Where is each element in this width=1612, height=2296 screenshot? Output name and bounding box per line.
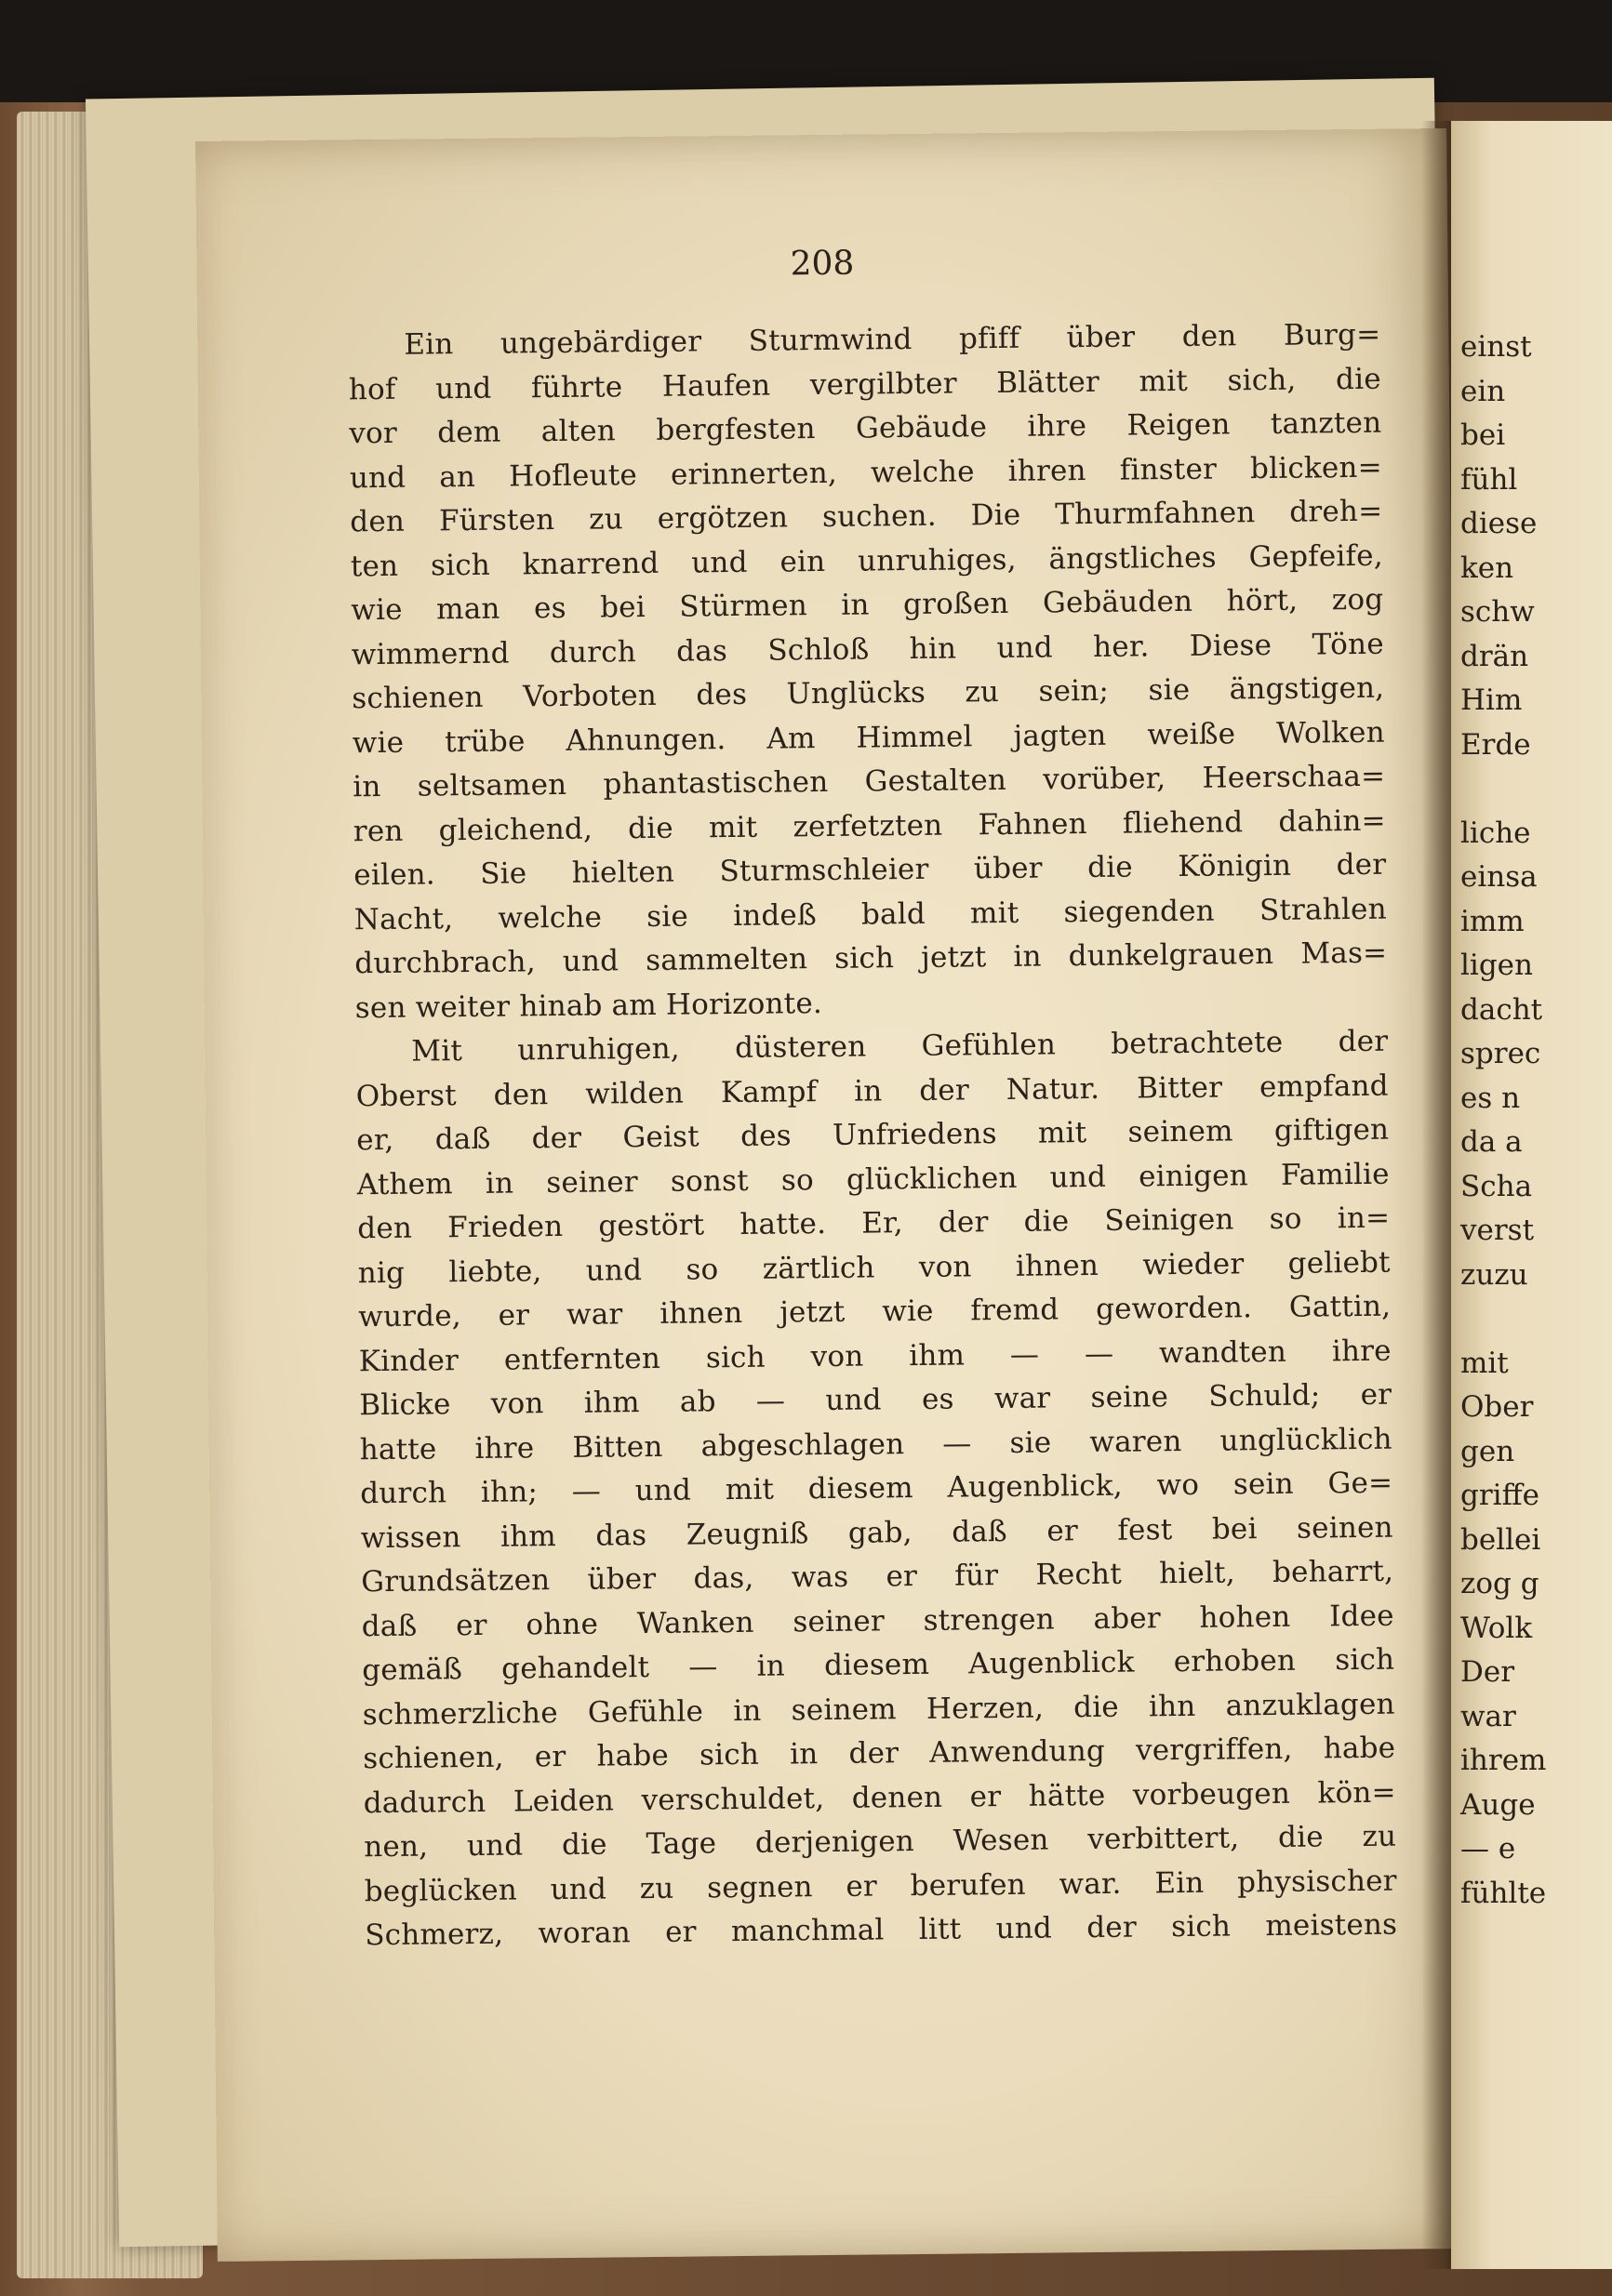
right-page-line: ligen — [1460, 949, 1533, 982]
right-page-line: ein — [1460, 374, 1506, 408]
right-page-line: Him — [1460, 683, 1523, 717]
right-page-line: drän — [1460, 639, 1529, 673]
right-page-line: liche — [1460, 816, 1531, 850]
right-page-line: dacht — [1460, 992, 1543, 1027]
right-page-text — [1460, 325, 1572, 1916]
text-line: ten sich knarrend und ein unruhiges, ängstliches Gepfeife, — [350, 538, 1383, 583]
right-page-line: da a — [1460, 1125, 1523, 1159]
text-line: schienen Vorboten des Unglücks zu sein; sie ängstigen, — [352, 670, 1385, 716]
text-line: wie man es bei Stürmen in großen Gebäuden hört, zog — [351, 582, 1384, 628]
right-page-line: griffe — [1460, 1479, 1539, 1512]
text-line: Kinder entfernten sich von ihm — — wandten ihre — [358, 1334, 1392, 1378]
text-line: wurde, er war ihnen jetzt wie fremd geworden. Gattin, — [358, 1289, 1392, 1334]
right-page-line: Auge — [1460, 1787, 1536, 1822]
right-page-line: ken — [1460, 551, 1514, 585]
right-page-line: Der — [1460, 1655, 1515, 1689]
right-page-line: Wolk — [1460, 1611, 1533, 1645]
right-page-line: ihrem — [1460, 1744, 1547, 1777]
right-page-line: Scha — [1460, 1169, 1533, 1203]
text-line: wimmernd durch das Schloß hin und her. Diese Töne — [351, 627, 1384, 671]
text-line: sen weiter hinab am Horizonte. — [354, 986, 823, 1025]
text-line: hatte ihre Bitten abgeschlagen — sie waren unglücklich — [359, 1422, 1392, 1467]
right-page-line: bellei — [1460, 1522, 1541, 1557]
text-line: durchbrach, und sammelten sich jetzt in dunkelgrauen Mas= — [354, 936, 1388, 981]
right-page-line: es n — [1460, 1081, 1521, 1115]
text-line: Blicke von ihm ab — und es war seine Schuld; er — [359, 1377, 1392, 1423]
body-text — [348, 313, 1397, 1958]
text-line: ren gleichend, die mit zerfetzten Fahnen fliehend dahin= — [353, 803, 1386, 848]
text-line: Mit unruhigen, düsteren Gefühlen betrachtete der — [411, 1024, 1389, 1068]
right-page-line: zuzu — [1460, 1257, 1528, 1292]
page-number: 208 — [790, 244, 855, 284]
right-page-line: schw — [1460, 595, 1535, 629]
text-line: nen, und die Tage derjenigen Wesen verbittert, die zu — [364, 1819, 1397, 1865]
right-page-line: Ober — [1460, 1390, 1534, 1424]
text-line: Ein ungebärdiger Sturmwind pfiff über den Burg= — [404, 317, 1381, 362]
text-line: gemäß gehandelt — in diesem Augenblick erhoben sich — [362, 1642, 1395, 1688]
right-page-line: — e — [1460, 1832, 1516, 1865]
left-page — [195, 128, 1469, 2262]
text-line: nig liebte, und so zärtlich von ihnen wieder geliebt — [357, 1245, 1391, 1290]
right-page-line: diese — [1460, 507, 1538, 540]
text-line: hof und führte Haufen vergilbter Blätter mit sich, die — [348, 362, 1381, 406]
text-line: Oberst den wilden Kampf in der Natur. Bitter empfand — [355, 1068, 1389, 1113]
text-line: Schmerz, woran er manchmal litt und der sich meistens — [365, 1907, 1398, 1953]
right-page-line: bei — [1460, 418, 1506, 452]
right-page-line: verst — [1460, 1214, 1535, 1247]
text-line: durch ihn; — und mit diesem Augenblick, wo sein Ge= — [360, 1466, 1393, 1511]
text-line: Nacht, welche sie indeß bald mit siegenden Strahlen — [353, 892, 1387, 936]
text-line: schienen, er habe sich in der Anwendung vergriffen, habe — [363, 1731, 1396, 1776]
text-line: vor dem alten bergfesten Gebäude ihre Reigen tanzten — [349, 405, 1382, 451]
right-page-line: Erde — [1460, 727, 1531, 762]
text-line: in seltsamen phantastischen Gestalten vorüber, Heerschaa= — [353, 759, 1386, 804]
right-page-line — [1460, 1297, 1572, 1342]
text-line: er, daß der Geist des Unfriedens mit seinem giftigen — [356, 1112, 1390, 1158]
right-page-line: gen — [1460, 1434, 1515, 1468]
text-line: beglücken und zu segnen er berufen war. Ein physischer — [364, 1864, 1397, 1908]
text-line: Athem in seiner sonst so glücklichen und einigen Familie — [356, 1157, 1390, 1201]
right-page — [1451, 121, 1612, 2269]
right-page-line: imm — [1460, 904, 1525, 938]
text-line: daß er ohne Wanken seiner strengen aber hohen Idee — [361, 1599, 1394, 1643]
text-line: Grundsätzen über das, was er für Recht hielt, beharrt, — [361, 1554, 1394, 1599]
text-line: dadurch Leiden verschuldet, denen er hätte vorbeugen kön= — [363, 1775, 1396, 1820]
text-line: den Fürsten zu ergötzen suchen. Die Thurmfahnen dreh= — [350, 494, 1383, 539]
right-page-line: sprec — [1460, 1037, 1541, 1070]
text-line: wie trübe Ahnungen. Am Himmel jagten weiße Wolken — [352, 715, 1385, 760]
text-line: schmerzliche Gefühle in seinem Herzen, die ihn anzuklagen — [362, 1687, 1395, 1732]
right-page-line: war — [1460, 1699, 1516, 1733]
right-page-line: einsa — [1460, 860, 1538, 894]
right-page-line: einst — [1460, 330, 1532, 364]
text-line: den Frieden gestört hatte. Er, der die Seinigen so in= — [357, 1201, 1391, 1246]
right-page-line — [1460, 767, 1572, 812]
text-line: eilen. Sie hielten Sturmschleier über die Königin der — [353, 847, 1387, 893]
right-page-line: zog g — [1460, 1567, 1539, 1600]
right-page-line: fühlte — [1460, 1876, 1547, 1910]
text-line: und an Hofleute erinnerten, welche ihren finster blicken= — [349, 450, 1382, 495]
right-page-line: fühl — [1460, 462, 1518, 497]
right-page-line: mit — [1460, 1346, 1509, 1380]
text-line: wissen ihm das Zeugniß gab, daß er fest bei seinen — [360, 1510, 1393, 1555]
